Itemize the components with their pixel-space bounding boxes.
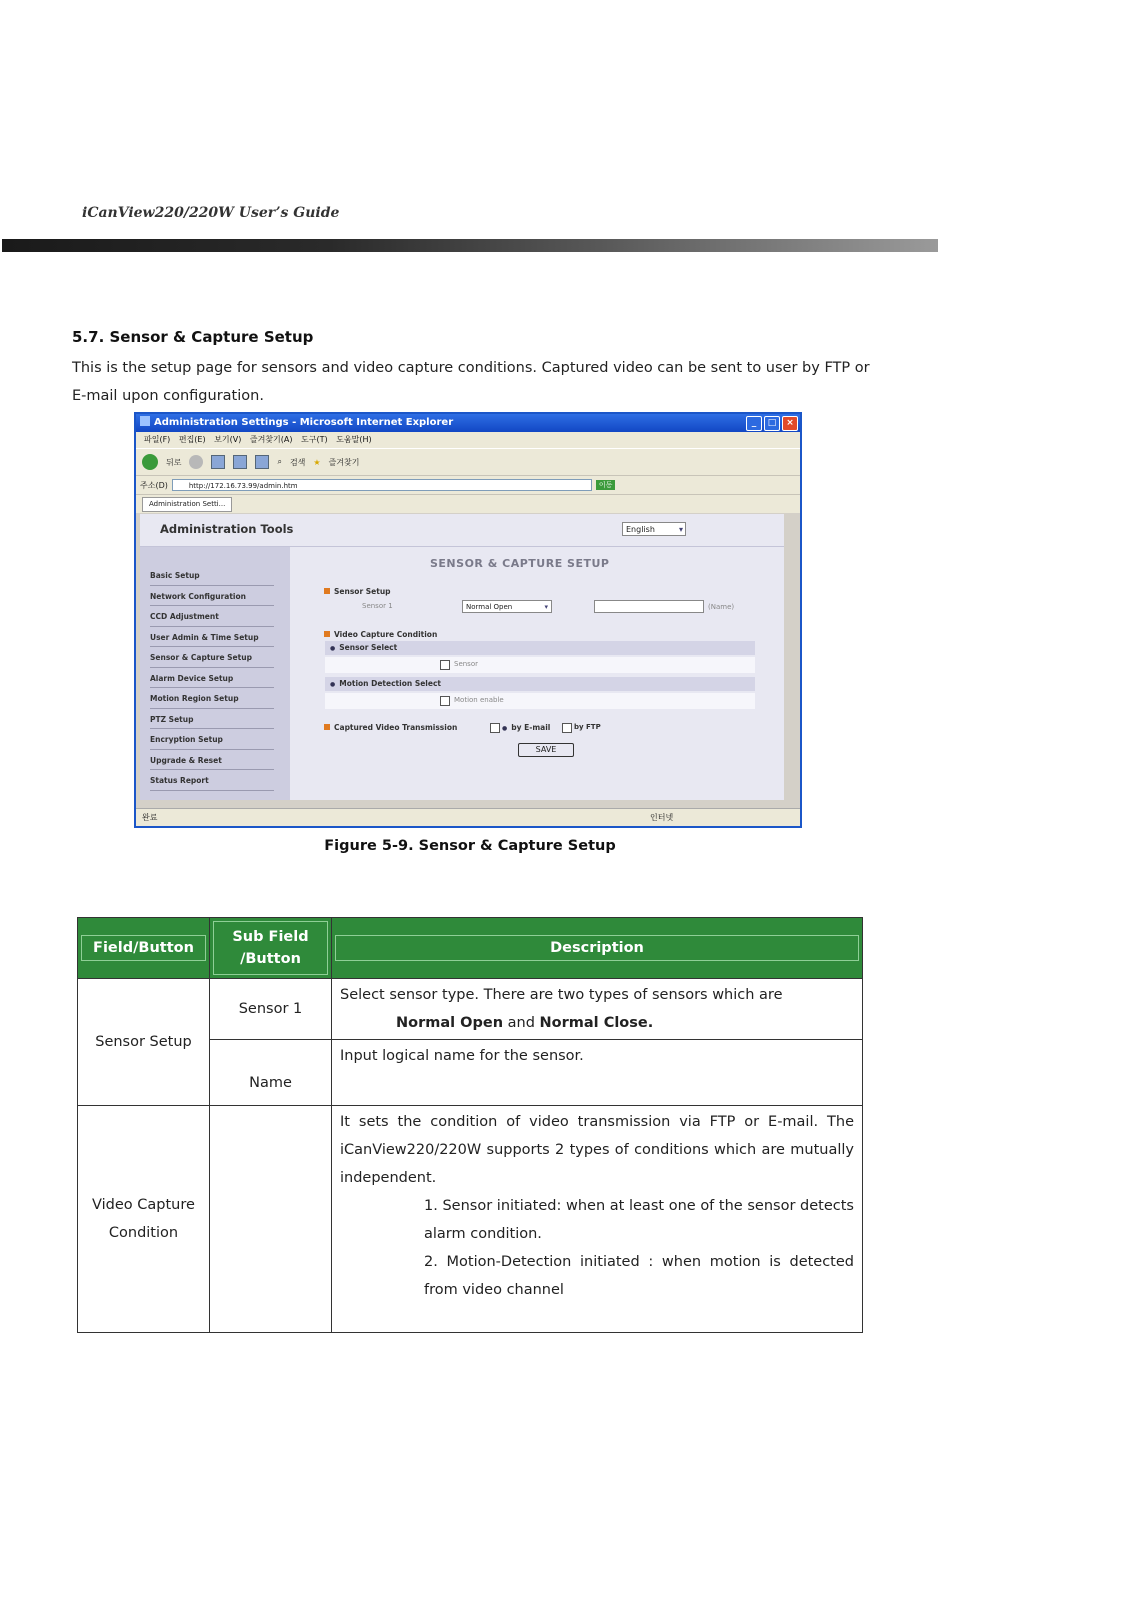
cell-video-capture: [78, 1106, 210, 1333]
email-checkbox-label: [502, 723, 550, 732]
cell-sensor-setup: Sensor Setup: [78, 979, 210, 1106]
header-description-label: Description: [335, 935, 859, 961]
search-label[interactable]: 검색: [289, 457, 306, 467]
sensor-setup-label: Sensor Setup: [324, 587, 391, 596]
header-subfield-line1: Sub Field: [232, 929, 309, 945]
status-zone: 인터넷: [650, 813, 674, 822]
language-select[interactable]: English ▾: [622, 522, 686, 536]
table-row: [78, 1106, 863, 1333]
stop-icon[interactable]: [211, 455, 225, 469]
figure-caption: Figure 5-9. Sensor & Capture Setup: [324, 838, 616, 854]
ie-window-title: Administration Settings - Microsoft Internet Explorer: [154, 417, 454, 428]
sidebar-item[interactable]: Status Report: [150, 770, 274, 791]
sidebar-item[interactable]: Alarm Device Setup: [150, 668, 274, 689]
favorites-icon[interactable]: ★: [313, 457, 321, 467]
sidebar-item[interactable]: Encryption Setup: [150, 729, 274, 750]
cell-name: Name: [210, 1040, 332, 1106]
ie-status-bar: [136, 808, 800, 826]
motion-select-label: ● Motion Detection Select: [330, 679, 441, 688]
sensor1-label: Sensor 1: [362, 602, 393, 610]
maximize-icon[interactable]: □: [764, 416, 780, 431]
motion-checkbox-label: Motion enable: [454, 696, 504, 704]
video-capture-desc-intro: It sets the condition of video transmission via FTP or E-mail. The iCanView220/220W supports 2 types of conditions which are mutually independent.: [340, 1114, 854, 1186]
video-capture-line1: Video Capture: [92, 1197, 195, 1213]
video-capture-line2: Condition: [108, 1225, 179, 1241]
sensor-select-label: ● Sensor Select: [330, 643, 397, 652]
and-text: and: [503, 1015, 540, 1031]
header-subfield-label: [213, 921, 328, 975]
header-subfield: [210, 918, 332, 979]
header-description: [332, 918, 863, 979]
ftp-checkbox[interactable]: [562, 723, 572, 733]
sensor-checkbox[interactable]: [440, 660, 450, 670]
refresh-icon[interactable]: [233, 455, 247, 469]
video-capture-desc-item2: 2. Motion-Detection initiated : when motion is detected from video channel: [424, 1254, 854, 1298]
admin-sidebar: [140, 547, 290, 800]
sensor1-desc-line1: Select sensor type. There are two types of sensors which are: [340, 987, 783, 1003]
normal-close-text: Normal Close.: [539, 1015, 654, 1031]
go-button[interactable]: 이동: [596, 480, 616, 490]
cell-name-desc: Input logical name for the sensor.: [332, 1040, 863, 1106]
section-title: 5.7. Sensor & Capture Setup: [72, 328, 314, 346]
forward-icon[interactable]: [189, 455, 203, 469]
header-field-label: Field/Button: [81, 935, 206, 961]
normal-open-text: Normal Open: [396, 1015, 504, 1031]
sidebar-item[interactable]: PTZ Setup: [150, 709, 274, 730]
window-controls: [746, 416, 798, 431]
header-field: [78, 918, 210, 979]
header-rule: [2, 239, 938, 252]
cell-sensor1: Sensor 1: [210, 979, 332, 1040]
ftp-checkbox-label: by FTP: [574, 723, 601, 731]
sidebar-item[interactable]: Network Configuration: [150, 586, 274, 607]
ie-menu-bar[interactable]: 파일(F) 편집(E) 보기(V) 즐겨찾기(A) 도구(T) 도움말(H): [136, 432, 800, 448]
back-icon[interactable]: [142, 454, 158, 470]
sidebar-item[interactable]: Upgrade & Reset: [150, 750, 274, 771]
table-row: [78, 979, 863, 1040]
page-heading: SENSOR & CAPTURE SETUP: [430, 557, 610, 570]
ie-address-bar: [136, 475, 800, 494]
email-label-text: by E-mail: [511, 723, 551, 732]
sensor-name-input[interactable]: [594, 600, 704, 613]
email-checkbox[interactable]: [490, 723, 500, 733]
sidebar-item[interactable]: User Admin & Time Setup: [150, 627, 274, 648]
motion-checkbox[interactable]: [440, 696, 450, 706]
sensor-type-select[interactable]: Normal Open ▾: [462, 600, 552, 613]
sidebar-item[interactable]: Sensor & Capture Setup: [150, 647, 274, 668]
home-icon[interactable]: [255, 455, 269, 469]
ie-toolbar: [136, 448, 800, 475]
address-label: 주소(D): [140, 480, 168, 490]
motion-select-row: [325, 693, 755, 709]
save-label: SAVE: [535, 745, 557, 754]
sidebar-item[interactable]: Motion Region Setup: [150, 688, 274, 709]
address-input[interactable]: http://172.16.73.99/admin.htm: [172, 479, 592, 491]
sensor1-desc-line2: [340, 1009, 854, 1037]
ie-title-bar: [136, 414, 800, 432]
figure-screenshot: [134, 412, 802, 828]
favorites-label[interactable]: 즐겨찾기: [328, 457, 360, 467]
admin-page: [140, 514, 784, 800]
video-capture-desc-item1: 1. Sensor initiated: when at least one of the sensor detects alarm condition.: [424, 1198, 854, 1242]
admin-header: [140, 514, 784, 547]
table-header-row: [78, 918, 863, 979]
cell-video-capture-desc: [332, 1106, 863, 1333]
document-header-title: iCanView220/220W User’s Guide: [82, 205, 340, 221]
close-icon[interactable]: ×: [782, 416, 798, 431]
admin-title: Administration Tools: [160, 522, 294, 536]
header-subfield-line2: /Button: [240, 951, 301, 967]
status-done: 완료: [142, 813, 158, 822]
section-intro: This is the setup page for sensors and video capture conditions. Captured video can be sent to user by FTP or E-mail upon configuration.: [72, 360, 870, 404]
transmission-label: Captured Video Transmission: [324, 723, 457, 732]
cell-sensor1-desc: [332, 979, 863, 1040]
sidebar-item[interactable]: CCD Adjustment: [150, 606, 274, 627]
video-capture-label: Video Capture Condition: [324, 630, 437, 639]
back-label[interactable]: 뒤로: [166, 457, 182, 467]
minimize-icon[interactable]: _: [746, 416, 762, 431]
admin-main: [290, 547, 784, 800]
ie-tab-bar: [136, 494, 800, 513]
save-button[interactable]: [518, 743, 574, 757]
sensor-select-row: [325, 657, 755, 673]
sidebar-item[interactable]: Basic Setup: [150, 565, 274, 586]
cell-video-capture-sub: [210, 1106, 332, 1333]
spec-table: [77, 917, 863, 1333]
ie-window-icon: [140, 416, 150, 426]
sensor-checkbox-label: Sensor: [454, 660, 478, 668]
browser-tab[interactable]: Administration Setti...: [142, 497, 232, 512]
search-icon[interactable]: ⌕: [277, 457, 282, 466]
name-hint: (Name): [708, 603, 735, 611]
